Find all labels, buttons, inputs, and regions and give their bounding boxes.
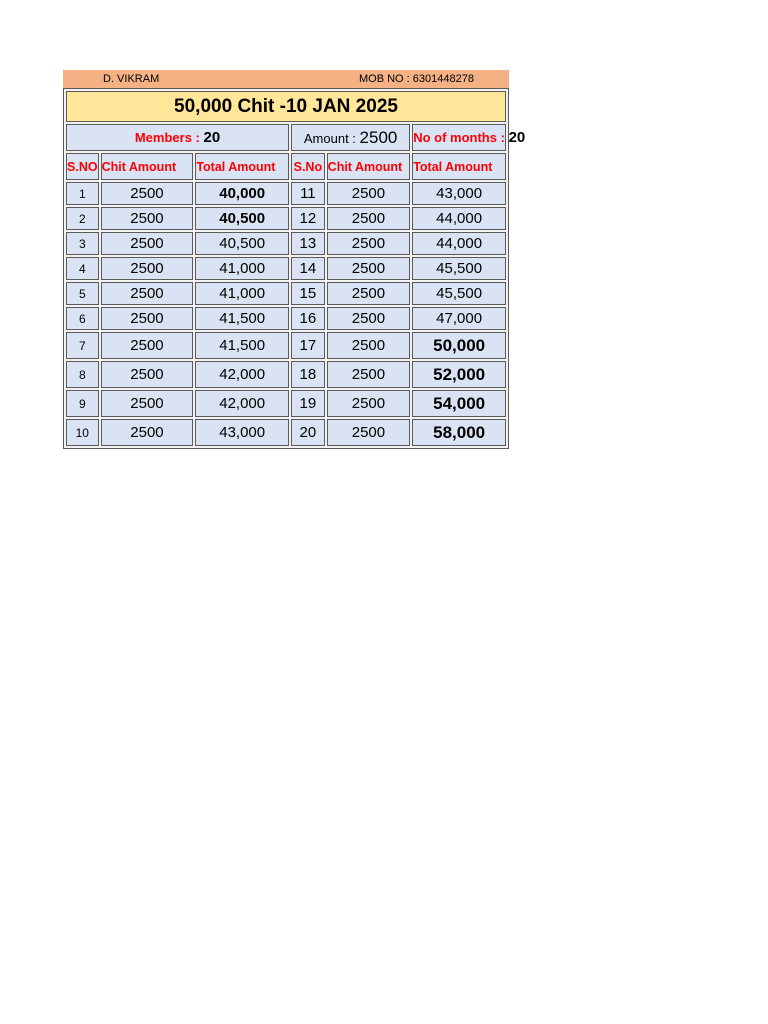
table-row [66, 332, 506, 359]
members-cell [66, 124, 289, 151]
owner-name: D. VIKRAM [103, 73, 160, 85]
owner-bar [63, 70, 509, 88]
total-cell: 44,000 [412, 207, 506, 230]
column-header-total-right: Total Amount [412, 153, 506, 180]
chit-cell: 2500 [327, 332, 411, 359]
sno-cell: 16 [291, 307, 325, 330]
table-row [66, 232, 506, 255]
chit-cell: 2500 [101, 207, 194, 230]
total-cell: 40,000 [195, 182, 289, 205]
total-cell: 54,000 [412, 390, 506, 417]
sno-cell: 11 [291, 182, 325, 205]
chit-cell: 2500 [327, 307, 411, 330]
total-cell: 40,500 [195, 207, 289, 230]
chit-cell: 2500 [327, 207, 411, 230]
total-cell: 42,000 [195, 361, 289, 388]
chit-cell: 2500 [101, 232, 194, 255]
sno-cell: 12 [291, 207, 325, 230]
sno-cell: 2 [66, 207, 99, 230]
sno-cell: 10 [66, 419, 99, 446]
table-row [66, 390, 506, 417]
total-cell: 41,500 [195, 332, 289, 359]
sno-cell: 4 [66, 257, 99, 280]
total-cell: 40,500 [195, 232, 289, 255]
column-header-chit-right: Chit Amount [327, 153, 411, 180]
chit-cell: 2500 [101, 361, 194, 388]
total-cell: 41,000 [195, 257, 289, 280]
table-row [66, 282, 506, 305]
sno-cell: 15 [291, 282, 325, 305]
total-cell: 58,000 [412, 419, 506, 446]
sno-cell: 1 [66, 182, 99, 205]
total-cell: 50,000 [412, 332, 506, 359]
total-cell: 47,000 [412, 307, 506, 330]
chit-cell: 2500 [327, 182, 411, 205]
column-header-sno-right: S.No [291, 153, 325, 180]
chit-cell: 2500 [327, 232, 411, 255]
chit-cell: 2500 [327, 419, 411, 446]
chit-cell: 2500 [101, 307, 194, 330]
column-header-total-left: Total Amount [195, 153, 289, 180]
total-cell: 41,500 [195, 307, 289, 330]
sno-cell: 9 [66, 390, 99, 417]
table-row [66, 182, 506, 205]
column-header-sno-left: S.NO [66, 153, 99, 180]
sno-cell: 19 [291, 390, 325, 417]
total-cell: 45,500 [412, 257, 506, 280]
amount-label: Amount : [303, 130, 356, 146]
chit-sheet [63, 70, 526, 449]
total-cell: 41,000 [195, 282, 289, 305]
table-row [66, 307, 506, 330]
sno-cell: 17 [291, 332, 325, 359]
total-cell: 43,000 [195, 419, 289, 446]
total-cell: 42,000 [195, 390, 289, 417]
amount-value: 2500 [359, 127, 398, 147]
members-value: 20 [203, 129, 221, 146]
chit-cell: 2500 [101, 390, 194, 417]
chit-cell: 2500 [327, 361, 411, 388]
total-cell: 52,000 [412, 361, 506, 388]
table-row [66, 361, 506, 388]
chit-cell: 2500 [327, 257, 411, 280]
sno-cell: 13 [291, 232, 325, 255]
sno-cell: 6 [66, 307, 99, 330]
chit-cell: 2500 [101, 332, 194, 359]
chit-table [63, 88, 526, 449]
page-title: 50,000 Chit -10 JAN 2025 [66, 91, 506, 122]
chit-cell: 2500 [101, 182, 194, 205]
chit-cell: 2500 [101, 257, 194, 280]
table-row [66, 257, 506, 280]
chit-cell: 2500 [101, 282, 194, 305]
sno-cell: 8 [66, 361, 99, 388]
amount-cell [291, 124, 410, 151]
total-cell: 44,000 [412, 232, 506, 255]
sno-cell: 7 [66, 332, 99, 359]
sno-cell: 3 [66, 232, 99, 255]
table-row [66, 419, 506, 446]
mobile-number: MOB NO : 6301448278 [359, 73, 474, 85]
chit-cell: 2500 [327, 282, 411, 305]
sno-cell: 14 [291, 257, 325, 280]
column-header-chit-left: Chit Amount [101, 153, 194, 180]
months-value: 20 [508, 129, 526, 146]
sno-cell: 18 [291, 361, 325, 388]
members-label: Members : [134, 130, 200, 145]
table-row [66, 207, 506, 230]
months-cell [412, 124, 526, 151]
sno-cell: 20 [291, 419, 325, 446]
chit-cell: 2500 [101, 419, 194, 446]
months-label: No of months : [413, 130, 505, 145]
total-cell: 43,000 [412, 182, 506, 205]
sno-cell: 5 [66, 282, 99, 305]
chit-cell: 2500 [327, 390, 411, 417]
total-cell: 45,500 [412, 282, 506, 305]
